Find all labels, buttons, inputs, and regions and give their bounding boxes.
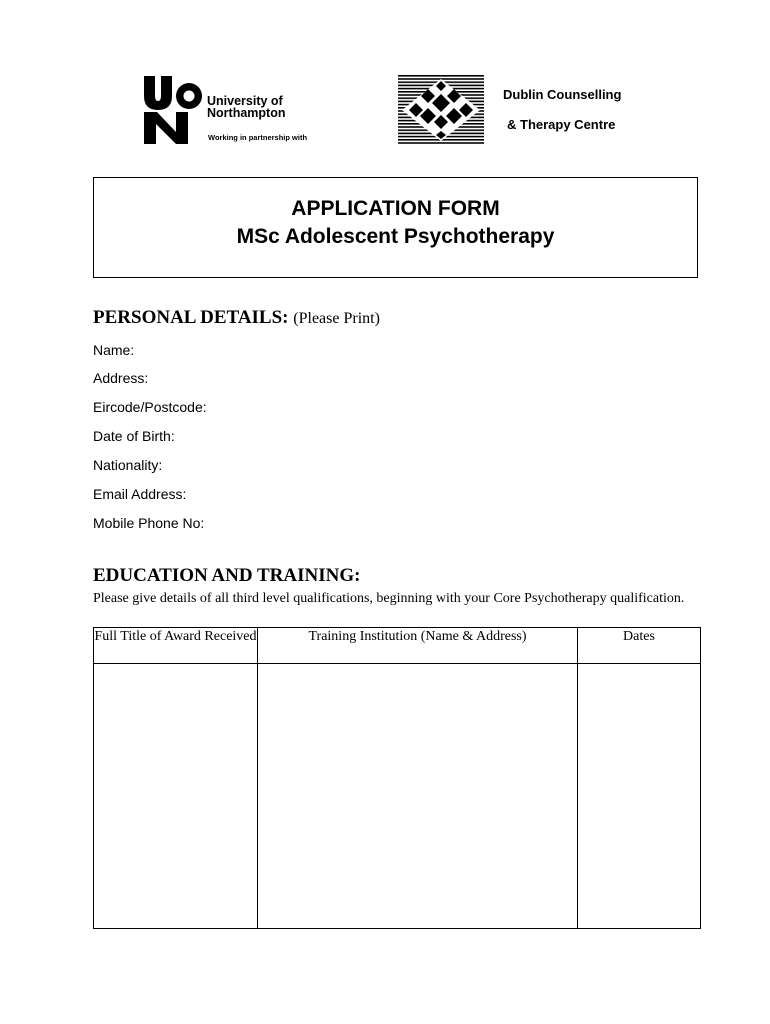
title-box [93, 177, 698, 278]
personal-heading-text: PERSONAL DETAILS: [93, 307, 289, 328]
cell-institution-input[interactable] [258, 664, 578, 929]
field-dob-label: Date of Birth: [93, 428, 175, 444]
dct-name-line1: Dublin Counselling [503, 87, 622, 102]
field-address-label: Address: [93, 370, 149, 386]
personal-heading-note: (Please Print) [293, 310, 380, 327]
col-header-institution: Training Institution (Name & Address) [258, 628, 578, 664]
col-header-dates: Dates [578, 628, 701, 664]
cell-dates-input[interactable] [578, 664, 701, 929]
uon-tagline: Working in partnership with [208, 133, 308, 142]
field-name-label: Name: [93, 342, 135, 358]
personal-details-heading [93, 307, 380, 329]
field-nationality-label: Nationality: [93, 457, 163, 473]
education-intro: Please give details of all third level qualifications, beginning with your Core Psychotherapy qualification. [93, 591, 685, 606]
uon-name: University of Northampton [207, 94, 286, 120]
field-email-label: Email Address: [93, 486, 187, 502]
education-table [93, 627, 701, 929]
education-heading: EDUCATION AND TRAINING: [93, 565, 361, 586]
uon-logo [142, 74, 352, 146]
col-header-award: Full Title of Award Received [94, 628, 258, 664]
dct-name-line2: & Therapy Centre [507, 117, 616, 132]
table-row [94, 664, 701, 929]
form-title: APPLICATION FORM [291, 197, 500, 220]
table-header-row [94, 628, 701, 664]
programme-title: MSc Adolescent Psychotherapy [236, 225, 555, 248]
cell-award-input[interactable] [94, 664, 258, 929]
dct-emblem-icon [398, 75, 484, 145]
field-mobile-label: Mobile Phone No: [93, 515, 205, 531]
field-postcode-label: Eircode/Postcode: [93, 399, 207, 415]
uon-letters-icon [142, 74, 204, 144]
